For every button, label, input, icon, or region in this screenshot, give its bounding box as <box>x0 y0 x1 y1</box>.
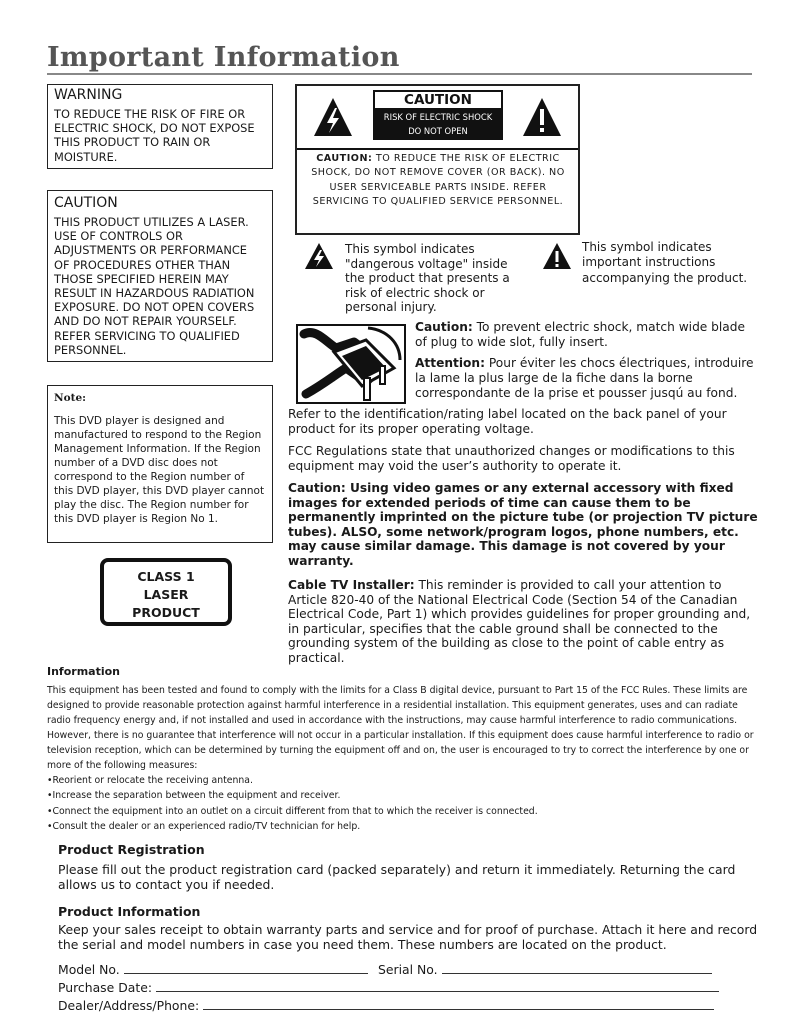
list-item: • Increase the separation between the equipment and receiver. <box>47 788 759 803</box>
shock-caution-label <box>295 84 580 235</box>
laser-label-line1: CLASS 1 <box>137 569 195 584</box>
product-registration-heading: Product Registration <box>58 842 205 857</box>
laser-label-line3: PRODUCT <box>132 605 200 620</box>
page-title: Important Information <box>47 42 400 73</box>
lightning-bolt-icon <box>304 242 334 270</box>
cable-installer-lead: Cable TV Installer: <box>288 578 415 592</box>
plug-attention <box>415 356 760 400</box>
video-games-caution: Caution: Using video games or any external accessory with fixed images for extended periods of time can cause them to be permanently imprinted on the picture tube (or projection TV picture tubes). ALSO, some network/program logos, phone numbers, etc. may cause similar damage. This damage is not covered by your warranty. <box>288 481 758 568</box>
serial-number-field[interactable] <box>378 961 712 978</box>
title-divider <box>47 73 752 75</box>
laser-label-line2: LASER <box>143 587 189 602</box>
model-number-label: Model No. <box>58 962 120 977</box>
dealer-line[interactable] <box>203 997 714 1010</box>
exclamation-icon <box>542 242 572 270</box>
warning-text: TO REDUCE THE RISK OF FIRE OR ELECTRIC SHOCK, DO NOT EXPOSE THIS PRODUCT TO RAIN OR MOISTURE. <box>54 107 255 164</box>
exclamation-icon <box>521 96 563 138</box>
caution-banner-title: CAUTION <box>375 92 501 108</box>
model-number-line[interactable] <box>124 961 368 974</box>
purchase-date-field[interactable] <box>58 979 719 996</box>
product-information-text: Keep your sales receipt to obtain warranty parts and service and for proof of purchase. Attach it here and record the serial and model numbers in case you need them. These numbers are located on the product. <box>58 922 758 952</box>
lightning-bolt-icon <box>312 96 354 138</box>
list-item: • Reorient or relocate the receiving antenna. <box>47 773 759 788</box>
information-paragraph: This equipment has been tested and found to comply with the limits for a Class B digital device, pursuant to Part 15 of the FCC Rules. These limits are designed to provide reasonable protection against harmful interference in a residential installation. This equipment generates, uses and can radiate radio frequency energy and, if not installed and used in accordance with the instructions, may cause harmful interference to radio communications. However, there is no guarantee that interference will not occur in a particular installation. If this equipment does cause harmful interference to radio or television reception, which can be determined by turning the equipment off and on, the user is encouraged to try to correct the interference by one or more of the following measures: <box>47 685 754 772</box>
caution-banner-line1: RISK OF ELECTRIC SHOCK <box>383 112 493 122</box>
warning-box <box>47 84 273 169</box>
caution-laser-text: THIS PRODUCT UTILIZES A LASER. USE OF CONTROLS OR ADJUSTMENTS OR PERFORMANCE OF PROCEDURES OTHER THAN THOSE SPECIFIED HEREIN MAY RESULT IN HAZARDOUS RADIATION EXPOSURE. DO NOT OPEN COVERS AND DO NOT REPAIR YOURSELF. REFER SERVICING TO QUALIFIED PERSONNEL. <box>54 215 255 357</box>
bolt-symbol-text: This symbol indicates "dangerous voltage" inside the product that presents a risk of electric shock or personal injury. <box>345 242 510 315</box>
dealer-field[interactable] <box>58 997 714 1014</box>
shock-caution-lead: CAUTION: <box>316 153 373 164</box>
plug-caution <box>415 320 760 350</box>
product-registration-text: Please fill out the product registration card (packed separately) and return it immediately. Returning the card allows us to contact you if needed. <box>58 862 736 892</box>
model-number-field[interactable] <box>58 961 368 978</box>
serial-number-line[interactable] <box>442 961 712 974</box>
note-heading: Note: <box>54 392 87 404</box>
plug-caution-lead: Caution: <box>415 320 473 334</box>
purchase-date-label: Purchase Date: <box>58 980 152 995</box>
shock-caution-text <box>307 152 569 210</box>
plug-caution-text: To prevent electric shock, match wide blade of plug to wide slot, fully insert. <box>415 320 745 349</box>
caution-laser-box <box>47 190 273 362</box>
class1-laser-label <box>100 558 232 626</box>
caution-banner <box>373 90 503 140</box>
rating-label-paragraph: Refer to the identification/rating label located on the back panel of your product for its proper operating voltage. <box>288 407 727 436</box>
product-information-heading: Product Information <box>58 904 201 919</box>
shock-caution-body: TO REDUCE THE RISK OF ELECTRIC SHOCK, DO NOT REMOVE COVER (OR BACK). NO USER SERVICEABLE PARTS INSIDE. REFER SERVICING TO QUALIFIED SERVICE PERSONNEL. <box>311 153 565 208</box>
region-note-box <box>47 385 273 543</box>
warning-heading: WARNING <box>54 87 123 103</box>
interference-measures-list <box>47 773 759 835</box>
serial-number-label: Serial No. <box>378 962 438 977</box>
caution-banner-line2: DO NOT OPEN <box>408 126 468 136</box>
cable-installer-text: This reminder is provided to call your attention to Article 820-40 of the National Electrical Code (Section 54 of the Canadian Electrical Code, Part 1) which provides guidelines for proper grounding and, in particular, specifies that the cable ground shall be connected to the grounding system of the building as close to the point of cable entry as practical. <box>288 578 751 665</box>
caution-laser-heading: CAUTION <box>54 195 118 211</box>
plug-attention-lead: Attention: <box>415 356 485 370</box>
information-heading: Information <box>47 665 120 678</box>
purchase-date-line[interactable] <box>156 979 719 992</box>
cable-installer-paragraph <box>288 578 758 666</box>
list-item: • Connect the equipment into an outlet on a circuit different from that to which the receiver is connected. <box>47 804 759 819</box>
list-item: • Consult the dealer or an experienced radio/TV technician for help. <box>47 819 759 834</box>
dealer-label: Dealer/Address/Phone: <box>58 998 200 1013</box>
fcc-regulations-paragraph: FCC Regulations state that unauthorized changes or modifications to this equipment may void the user’s authority to operate it. <box>288 444 735 473</box>
polarized-plug-icon <box>296 324 406 404</box>
exclaim-symbol-text: This symbol indicates important instructions accompanying the product. <box>582 240 748 285</box>
note-text: This DVD player is designed and manufactured to respond to the Region Management Information. If the Region number of a DVD disc does not correspond to the Region number of this DVD player, this DVD player cannot play the disc. The Region number for this DVD player is Region No 1. <box>54 415 265 525</box>
shock-caution-divider <box>297 148 578 150</box>
plug-attention-text: Pour éviter les chocs électriques, introduire la lame la plus large de la fiche dans la borne correspondante de la prise et pousser jusqú au fond. <box>415 356 754 400</box>
